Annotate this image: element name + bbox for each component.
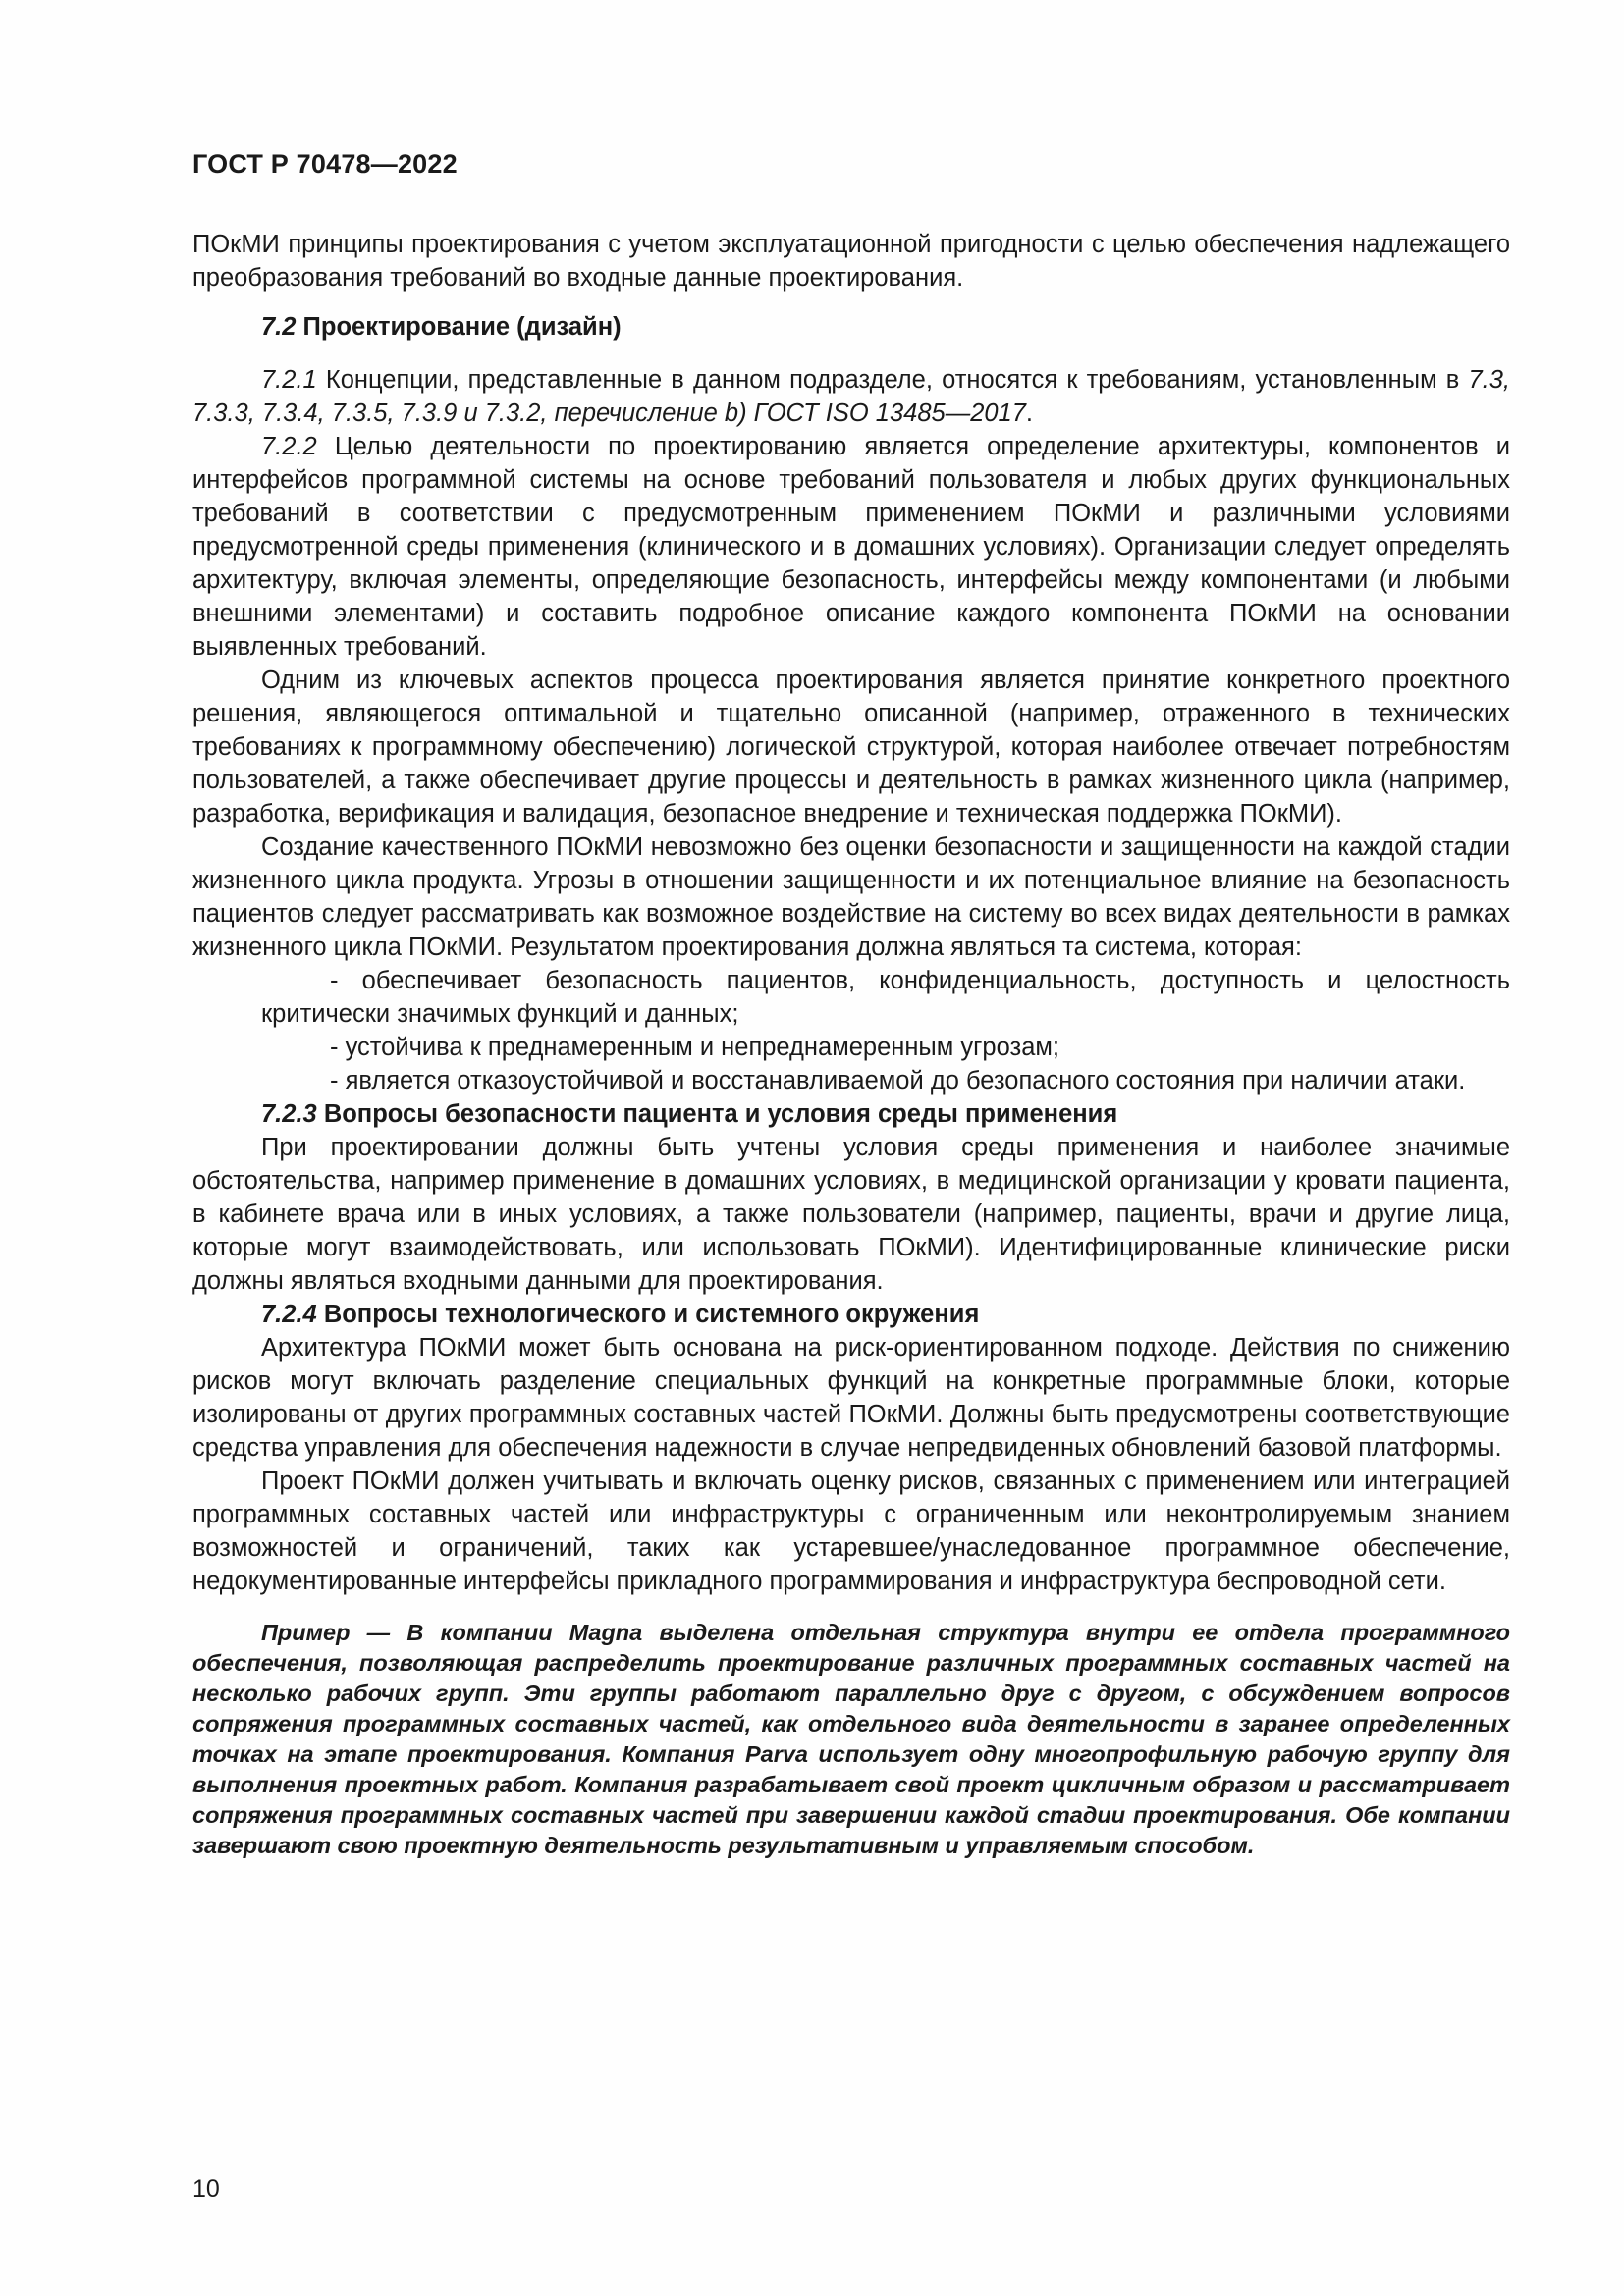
section-7-2-heading <box>192 310 1510 344</box>
clause-number: 7.2.2 <box>261 433 317 460</box>
clause-number: 7.2.1 <box>261 366 317 394</box>
section-title: Вопросы безопасности пациента и условия среды применения <box>323 1100 1118 1128</box>
paragraph-key-aspects: Одним из ключевых аспектов процесса проектирования является принятие конкретного проектного решения, являющегося оптимальной и тщательно описанной (например, отраженного в технических требованиях к программному обеспечению) логической структурой, которая наиболее отвечает потребностям пользователей, а также обеспечивает другие процессы и деятельность в рамках жизненного цикла (например, разработка, верификация и валидация, безопасное внедрение и техническая поддержка ПОкМИ). <box>192 667 1510 828</box>
list-item: - устойчива к преднамеренным и непреднамеренным угрозам; <box>330 1034 1059 1061</box>
document-code-header: ГОСТ Р 70478—2022 <box>192 149 458 179</box>
example-note: Пример — В компании Magna выделена отдельная структура внутри ее отдела программного обеспечения, позволяющая распределить проектирование различных программных составных частей на несколько рабочих групп. Эти группы работают параллельно друг с другом, с обсуждением вопросов сопряжения программных составных частей, как отдельного вида деятельности в заранее определенных точках на этапе проектирования. Компания Parva использует одну многопрофильную рабочую группу для выполнения проектных работ. Компания разрабатывает свой проект цикличным образом и рассматривает сопряжения программных составных частей при завершении каждой стадии проектирования. Обе компании завершают свою проектную деятельность результативным и управляемым способом. <box>192 1620 1510 1858</box>
list-item: - является отказоустойчивой и восстанавливаемой до безопасного состояния при наличии атаки. <box>330 1067 1466 1095</box>
section-title: Вопросы технологического и системного окружения <box>323 1301 980 1328</box>
clause-text: Целью деятельности по проектированию является определение архитектуры, компонентов и интерфейсов программной системы на основе требований пользователя и любых других функциональных требований в соответствии с предусмотренным применением ПОкМИ и различными условиями предусмотренной среды применения (клинического и в домашних условиях). Организации следует определять архитектуру, включая элементы, определяющие безопасность, интерфейсы между компонентами (и любыми внешними элементами) и составить подробное описание каждого компонента ПОкМИ на основании выявленных требований. <box>192 433 1510 661</box>
paragraph-quality: Создание качественного ПОкМИ невозможно без оценки безопасности и защищенности на каждой стадии жизненного цикла продукта. Угрозы в отношении защищенности и их потенциальное влияние на безопасность пациентов следует рассматривать как возможное воздействие на систему во всех видах деятельности в рамках жизненного цикла ПОкМИ. Результатом проектирования должна являться та система, которая: <box>192 833 1510 961</box>
list-item: - обеспечивает безопасность пациентов, конфиденциальность, доступность и целостность критически значимых функций и данных; <box>261 967 1510 1028</box>
paragraph-intro: ПОкМИ принципы проектирования с учетом эксплуатационной пригодности с целью обеспечения надлежащего преобразования требований во входные данные проектирования. <box>192 231 1510 292</box>
document-body <box>192 228 1510 1861</box>
clause-text: Концепции, представленные в данном подразделе, относятся к требованиям, установленным в <box>325 366 1460 394</box>
section-number: 7.2.3 <box>261 1100 317 1128</box>
clause-references: 7.3, 7.3.3, 7.3.4, 7.3.5, 7.3.9 и 7.3.2, перечисление b) ГОСТ ISO 13485—2017 <box>192 366 1510 427</box>
section-number: 7.2 <box>261 313 297 341</box>
section-number: 7.2.4 <box>261 1301 317 1328</box>
paragraph-7-2-4-architecture: Архитектура ПОкМИ может быть основана на риск-ориентированном подходе. Действия по снижению рисков могут включать разделение специальных функций на конкретные программные блоки, которые изолированы от других программных составных частей ПОкМИ. Должны быть предусмотрены соответствующие средства управления для обеспечения надежности в случае непредвиденных обновлений базовой платформы. <box>192 1334 1510 1462</box>
paragraph-7-2-2 <box>192 430 1510 664</box>
paragraph-7-2-1 <box>192 363 1510 430</box>
page-number: 10 <box>192 2175 220 2203</box>
section-title: Проектирование (дизайн) <box>302 313 622 341</box>
clause-end: . <box>1025 400 1034 427</box>
section-7-2-4-heading <box>192 1298 1510 1331</box>
section-7-2-3-heading <box>192 1097 1510 1131</box>
paragraph-7-2-3: При проектировании должны быть учтены условия среды применения и наиболее значимые обстоятельства, например применение в домашних условиях, в медицинской организации у кровати пациента, в кабинете врача или в иных условиях, а также пользователи (например, пациенты, врачи и другие лица, которые могут взаимодействовать, или использовать ПОкМИ). Идентифицированные клинические риски должны являться входными данными для проектирования. <box>192 1134 1510 1295</box>
paragraph-7-2-4-project: Проект ПОкМИ должен учитывать и включать оценку рисков, связанных с применением или интеграцией программных составных частей или инфраструктуры с ограниченным или неконтролируемым знанием возможностей и ограничений, таких как устаревшее/унаследованное программное обеспечение, недокументированные интерфейсы прикладного программирования и инфраструктура беспроводной сети. <box>192 1468 1510 1595</box>
